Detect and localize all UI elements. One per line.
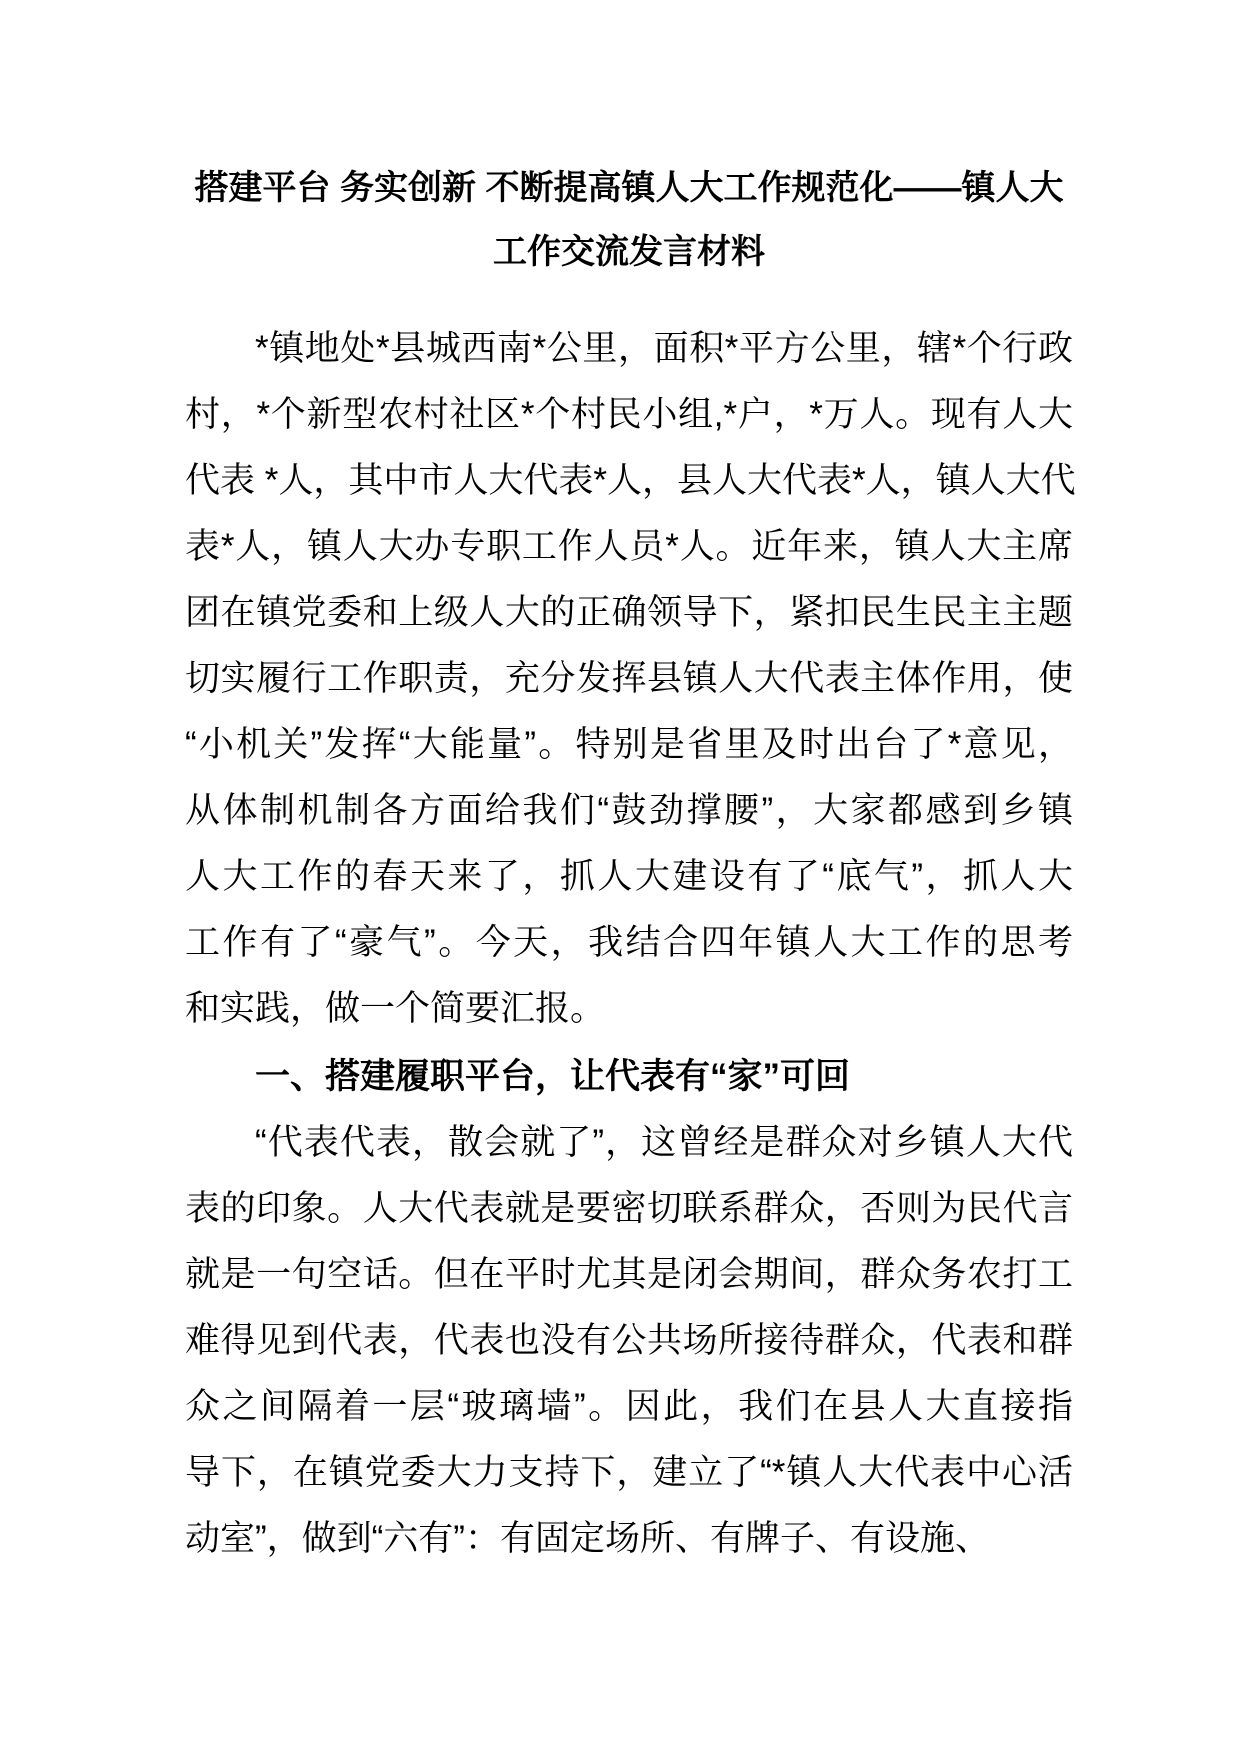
text-line: 团在镇党委和上级人大的正确领导下，紧扣民生民主主题: [185, 593, 1073, 632]
text-line: “小机关”发挥“大能量”。特别是省里及时出台了*意见，: [185, 725, 1073, 764]
document-title: [185, 156, 1073, 284]
section-heading-1: 一、搭建履职平台，让代表有“家”可回: [255, 1057, 851, 1096]
text-line: 就是一句空话。但在平时尤其是闭会期间，群众务农打工: [185, 1255, 1073, 1294]
text-line: 切实履行工作职责，充分发挥县镇人大代表主体作用，使: [185, 659, 1073, 698]
text-line: 人大工作的春天来了，抓人大建设有了“底气”，抓人大: [185, 857, 1073, 896]
text-line: 代表 *人，其中市人大代表*人，县人大代表*人，镇人大代: [185, 461, 1076, 500]
title-line-1: 搭建平台 务实创新 不断提高镇人大工作规范化——镇人大: [194, 169, 1064, 207]
text-line: 表的印象。人大代表就是要密切联系群众，否则为民代言: [185, 1189, 1073, 1228]
text-line: 工作有了“豪气”。今天，我结合四年镇人大工作的思考: [185, 923, 1073, 962]
text-line: 众之间隔着一层“玻璃墙”。因此，我们在县人大直接指: [185, 1387, 1073, 1426]
text-line: 难得见到代表，代表也没有公共场所接待群众，代表和群: [185, 1321, 1073, 1360]
title-line-2: 工作交流发言材料: [493, 233, 765, 271]
text-line: 表*人，镇人大办专职工作人员*人。近年来，镇人大主席: [185, 527, 1073, 566]
text-line: 从体制机制各方面给我们“鼓劲撑腰”，大家都感到乡镇: [185, 791, 1073, 830]
text-line: “代表代表，散会就了”，这曾经是群众对乡镇人大代: [255, 1123, 1073, 1162]
text-line: 导下，在镇党委大力支持下，建立了“*镇人大代表中心活: [185, 1453, 1073, 1492]
text-line: 和实践，做一个简要汇报。: [185, 989, 606, 1028]
text-line: *镇地处*县城西南*公里，面积*平方公里，辖*个行政: [255, 329, 1073, 368]
text-line: 动室”，做到“六有”：有固定场所、有牌子、有设施、: [185, 1519, 990, 1558]
text-line: 村，*个新型农村社区*个村民小组,*户，*万人。现有人大: [185, 395, 1073, 434]
paragraph-intro: [185, 316, 1076, 1042]
paragraph-section-1-body: [185, 1110, 1073, 1572]
